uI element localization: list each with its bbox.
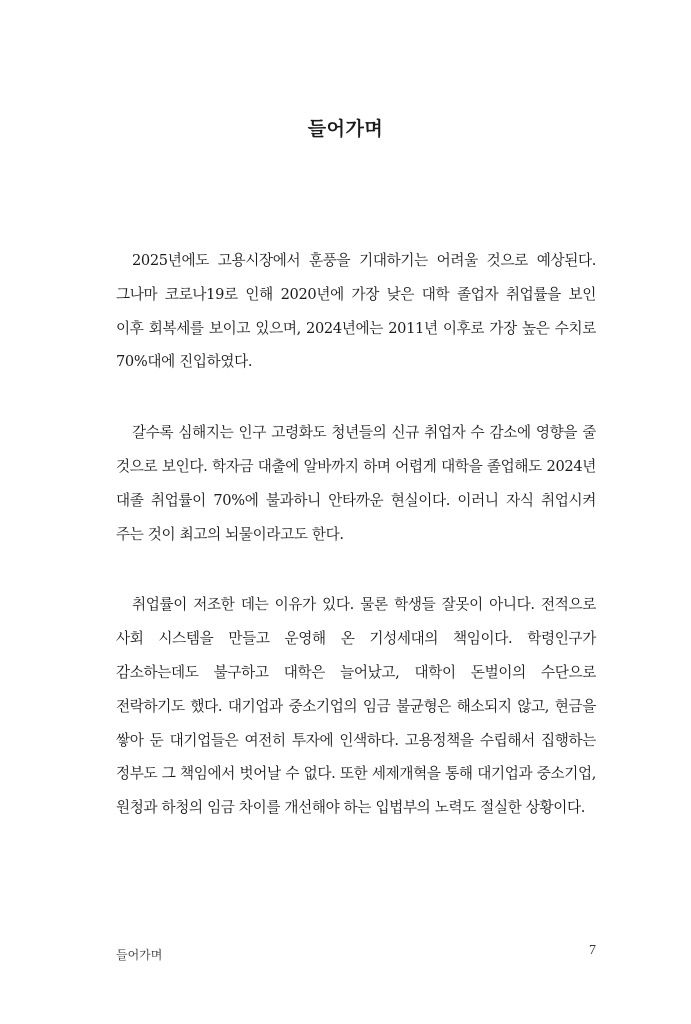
paragraph-2: 갈수록 심해지는 인구 고령화도 청년들의 신규 취업자 수 감소에 영향을 줄 것으로 보인다. 학자금 대출에 알바까지 하며 어렵게 대학을 졸업해도 2024년 대졸 취업률이 70%에 불과하니 안타까운 현실이다. 이러니 자식 취업시켜 주는 것이 최고의 뇌물이라고도 한다. [116,424,596,543]
page-title: 들어가며 [307,118,384,140]
page-number: 7 [589,943,596,958]
running-head: 들어가며 [116,948,163,962]
paragraph-1: 2025년에도 고용시장에서 훈풍을 기대하기는 어려울 것으로 예상된다. 그나마 코로나19로 인해 2020년에 가장 낮은 대학 졸업자 취업률을 보인 이후 회복세를 보이고 있으며, 2024년에는 2011년 이후로 가장 높은 수치로 70%대에 진입하였다. [116,252,596,371]
paragraph-3: 취업률이 저조한 데는 이유가 있다. 물론 학생들 잘못이 아니다. 전적으로 사회 시스템을 만들고 운영해 온 기성세대의 책임이다. 학령인구가 감소하는데도 불구하고 대학은 늘어났고, 대학이 돈벌이의 수단으로 전락하기도 했다. 대기업과 중소기업의 임금 불균형은 해소되지 않고, 현금을 쌓아 둔 대기업들은 여전히 투자에 인색하다. 고용정책을 수립해서 집행하는 정부도 그 책임에서 벗어날 수 없다. 또한 세제개혁을 통해 대기업과 중소기업, 원청과 하청의 임금 차이를 개선해야 하는 입법부의 노력도 절실한 상황이다. [116,596,596,817]
body-text [116,244,596,862]
